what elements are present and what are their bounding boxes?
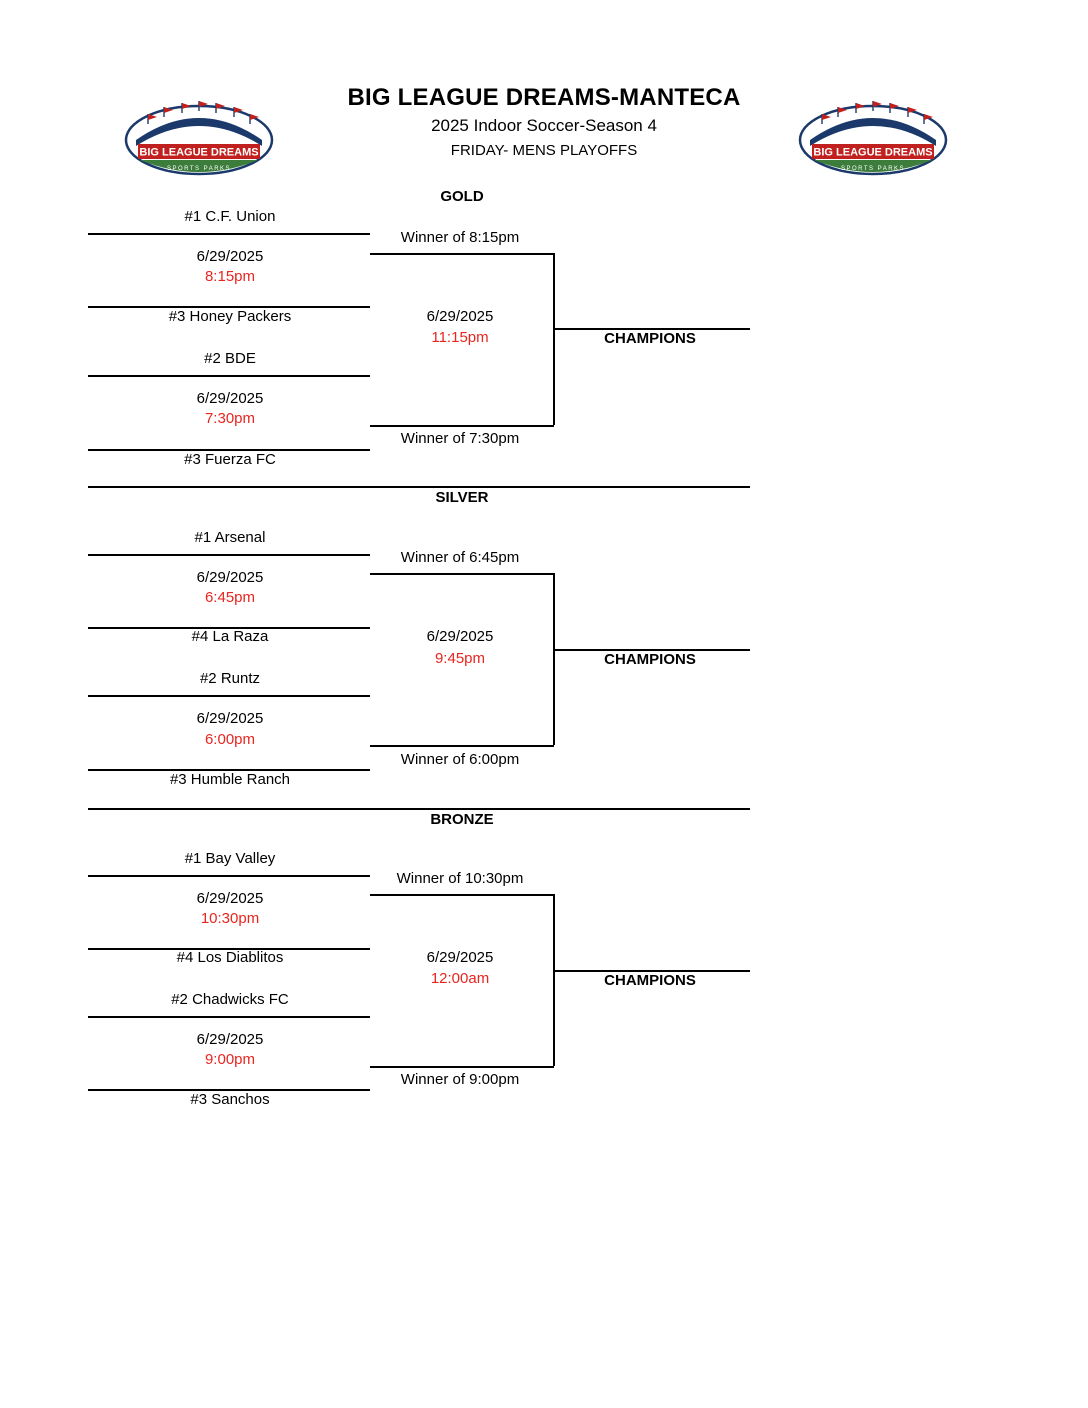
bracket-line bbox=[370, 253, 554, 255]
svg-text:BIG LEAGUE DREAMS: BIG LEAGUE DREAMS bbox=[813, 146, 933, 159]
match-date: 6/29/2025 bbox=[196, 569, 264, 586]
bracket-line bbox=[88, 695, 370, 697]
match-date: 6/29/2025 bbox=[196, 1031, 264, 1048]
final-time: 12:00am bbox=[430, 970, 490, 987]
match-time: 7:30pm bbox=[204, 410, 256, 427]
bracket-line bbox=[370, 573, 554, 575]
bracket-line bbox=[370, 894, 554, 896]
bracket-label-bronze: BRONZE bbox=[430, 811, 494, 828]
team-slot: #3 Humble Ranch bbox=[169, 771, 291, 788]
big-league-dreams-logo-right bbox=[798, 100, 948, 180]
team-slot: #1 Bay Valley bbox=[184, 850, 276, 867]
team-slot: #3 Fuerza FC bbox=[184, 451, 276, 468]
svg-text:SPORTS PARKS: SPORTS PARKS bbox=[166, 166, 232, 172]
bracket-line bbox=[88, 1016, 370, 1018]
title-block bbox=[284, 84, 804, 162]
team-slot: #2 Runtz bbox=[199, 670, 261, 687]
match-date: 6/29/2025 bbox=[196, 390, 264, 407]
match-time: 8:15pm bbox=[204, 268, 256, 285]
match-date: 6/29/2025 bbox=[196, 710, 264, 727]
season-subtitle: 2025 Indoor Soccer-Season 4 bbox=[431, 116, 657, 135]
bracket-line bbox=[370, 425, 554, 427]
champions-label: CHAMPIONS bbox=[604, 651, 696, 668]
team-slot: #4 La Raza bbox=[191, 628, 269, 645]
team-slot: #1 C.F. Union bbox=[184, 208, 276, 225]
bracket-line bbox=[370, 1066, 554, 1068]
bracket-line bbox=[370, 745, 554, 747]
champions-label: CHAMPIONS bbox=[604, 972, 696, 989]
final-time: 11:15pm bbox=[431, 329, 489, 346]
section-divider bbox=[88, 808, 750, 810]
final-bottom-slot: Winner of 6:00pm bbox=[400, 751, 520, 768]
final-date: 6/29/2025 bbox=[426, 308, 494, 325]
page-title: BIG LEAGUE DREAMS-MANTECA bbox=[347, 84, 741, 111]
final-bottom-slot: Winner of 7:30pm bbox=[400, 430, 520, 447]
team-slot: #3 Sanchos bbox=[190, 1091, 270, 1108]
match-time: 6:00pm bbox=[204, 731, 256, 748]
big-league-dreams-logo-left bbox=[124, 100, 274, 180]
svg-text:SPORTS PARKS: SPORTS PARKS bbox=[840, 166, 906, 172]
match-date: 6/29/2025 bbox=[196, 890, 264, 907]
event-subtitle: FRIDAY- MENS PLAYOFFS bbox=[450, 142, 638, 159]
bracket-line bbox=[88, 375, 370, 377]
final-time: 9:45pm bbox=[434, 650, 486, 667]
champions-label: CHAMPIONS bbox=[604, 330, 696, 347]
final-top-slot: Winner of 8:15pm bbox=[400, 229, 520, 246]
team-slot: #3 Honey Packers bbox=[168, 308, 292, 325]
final-top-slot: Winner of 10:30pm bbox=[396, 870, 524, 887]
bracket-label-silver: SILVER bbox=[435, 489, 489, 506]
team-slot: #4 Los Diablitos bbox=[176, 949, 284, 966]
final-top-slot: Winner of 6:45pm bbox=[400, 549, 520, 566]
final-date: 6/29/2025 bbox=[426, 628, 494, 645]
bracket-line bbox=[88, 554, 370, 556]
match-date: 6/29/2025 bbox=[196, 248, 264, 265]
team-slot: #2 Chadwicks FC bbox=[171, 991, 289, 1008]
bracket-line bbox=[88, 233, 370, 235]
match-time: 9:00pm bbox=[204, 1051, 256, 1068]
match-time: 10:30pm bbox=[200, 910, 260, 927]
team-slot: #1 Arsenal bbox=[194, 529, 266, 546]
bracket-label-gold: GOLD bbox=[440, 188, 484, 205]
match-time: 6:45pm bbox=[204, 589, 256, 606]
final-bottom-slot: Winner of 9:00pm bbox=[400, 1071, 520, 1088]
team-slot: #2 BDE bbox=[204, 350, 256, 367]
final-date: 6/29/2025 bbox=[426, 949, 494, 966]
bracket-line bbox=[88, 875, 370, 877]
svg-text:BIG LEAGUE DREAMS: BIG LEAGUE DREAMS bbox=[139, 146, 259, 159]
section-divider bbox=[88, 486, 750, 488]
